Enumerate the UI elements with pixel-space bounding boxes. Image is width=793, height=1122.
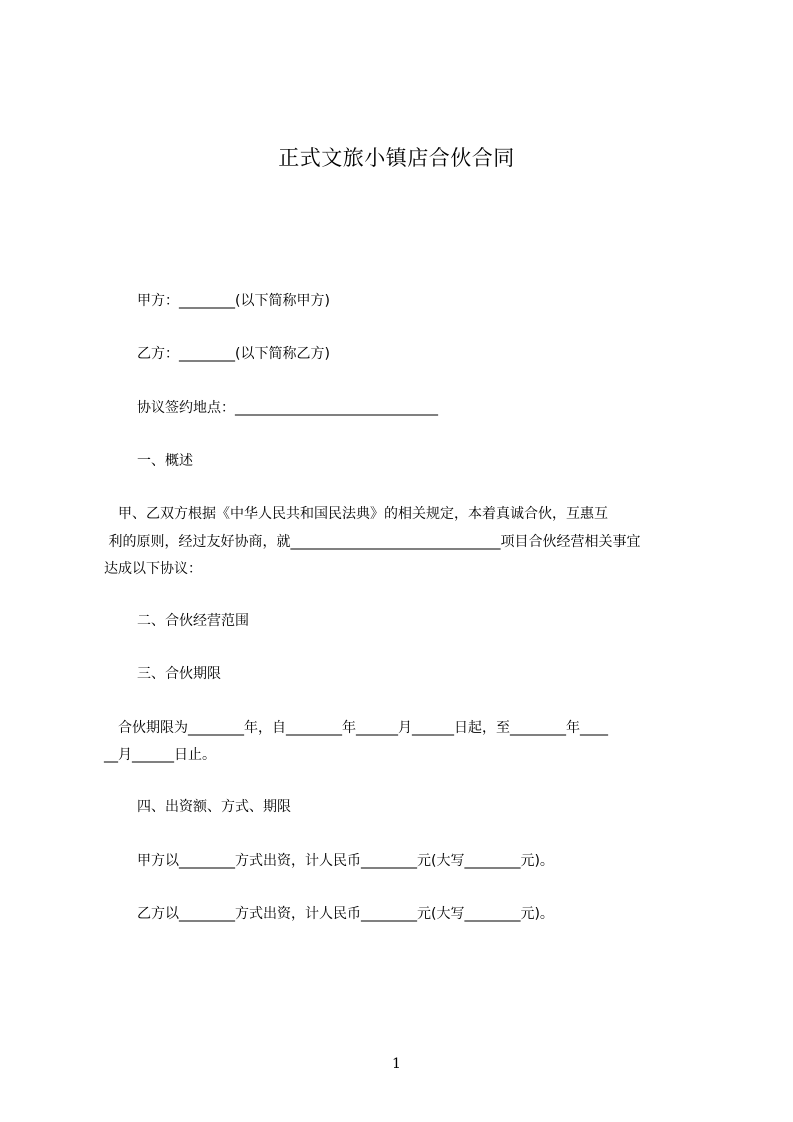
- section-scope-heading: 二、合伙经营范围: [137, 613, 249, 629]
- sign-place-line: 协议签约地点：_____________________________: [137, 400, 438, 416]
- section-term-heading: 三、合伙期限: [137, 666, 221, 682]
- party-a-line: 甲方：________(以下简称甲方): [137, 293, 330, 309]
- section-contribution-heading: 四、出资额、方式、期限: [137, 799, 291, 815]
- page-number: 1: [392, 1056, 401, 1072]
- term-paragraph-line-1: 合伙期限为________年，自________年______月______日起，至________年____: [104, 720, 608, 736]
- section-overview-heading: 一、概述: [137, 453, 193, 469]
- overview-paragraph-line-2: 利的原则，经过友好协商，就______________________________项目合伙经营相关事宜: [104, 534, 641, 550]
- term-paragraph-line-2: __月______日止。: [104, 747, 216, 763]
- contribution-party-b-line: 乙方以________方式出资，计人民币________元(大写________元)。: [137, 906, 554, 922]
- overview-paragraph-line-3: 达成以下协议：: [104, 561, 202, 577]
- contribution-party-a-line: 甲方以________方式出资，计人民币________元(大写________元)。: [137, 853, 554, 869]
- party-b-line: 乙方：________(以下简称乙方): [137, 346, 330, 362]
- document-title: 正式文旅小镇店合伙合同: [278, 146, 515, 170]
- overview-paragraph-line-1: 甲、乙双方根据《中华人民共和国民法典》的相关规定，本着真诚合伙，互惠互: [104, 506, 608, 522]
